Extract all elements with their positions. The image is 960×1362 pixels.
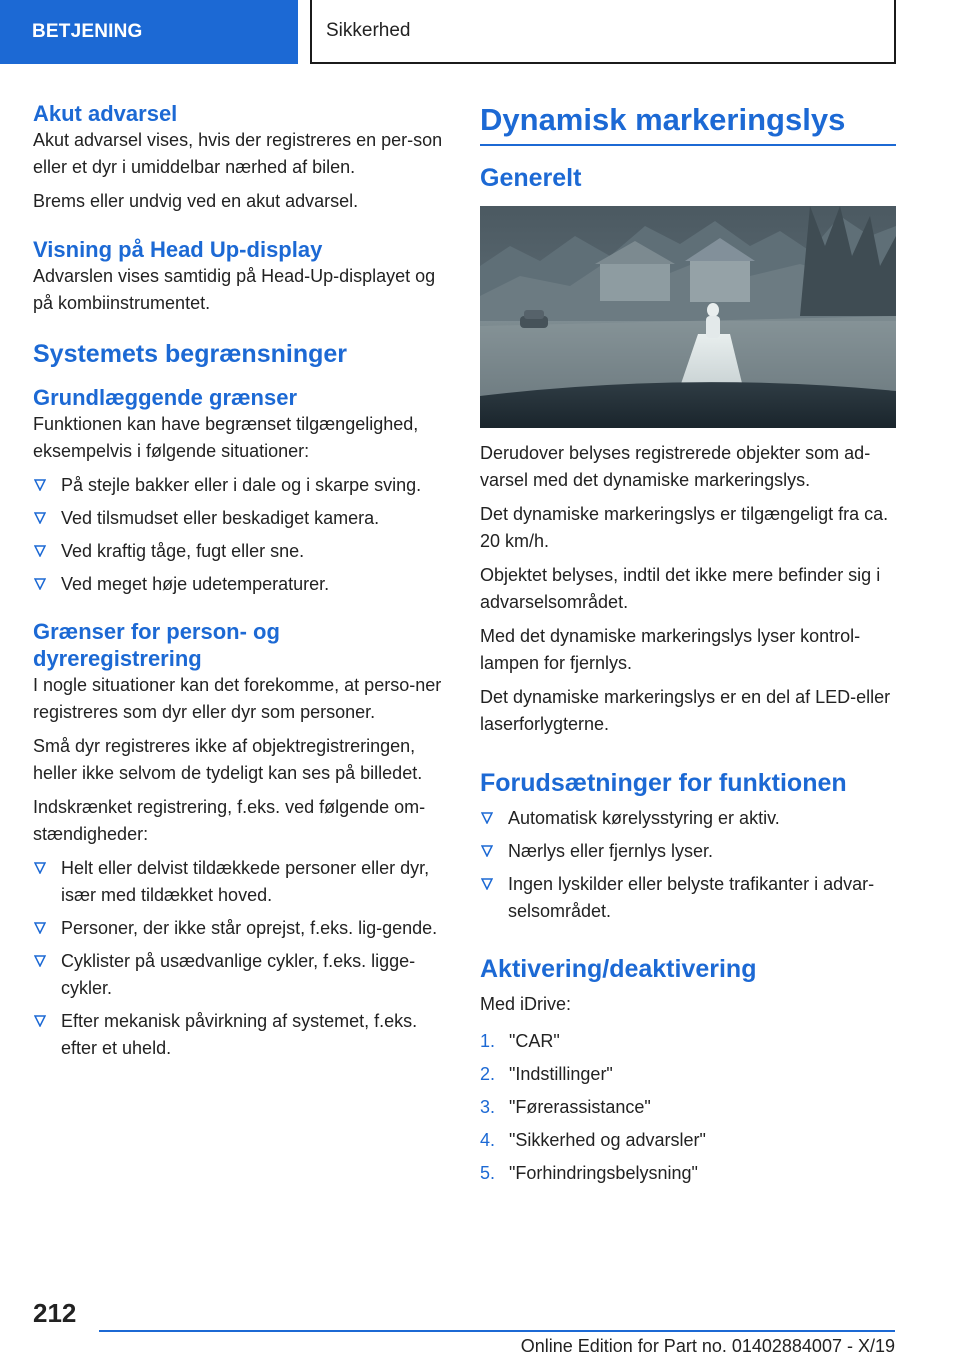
- triangle-bullet-icon: [34, 922, 46, 934]
- list-item: Ingen lyskilder eller belyste trafikanter i advar-selsområdet.: [480, 871, 896, 925]
- hud-paragraph: Advarslen vises samtidig på Head-Up-displayet og på kombiinstrumentet.: [33, 266, 436, 313]
- chapter-title: Sikkerhed: [326, 20, 411, 41]
- basic-limits-list: [33, 472, 448, 598]
- list-item: Cyklister på usædvanlige cykler, f.eks. ligge-cykler.: [33, 948, 448, 1002]
- triangle-bullet-icon: [481, 845, 493, 857]
- right-column: [480, 100, 896, 1193]
- triangle-bullet-icon: [34, 578, 46, 590]
- person-paragraph-2: Små dyr registreres ikke af objektregistreringen, heller ikke selvom de tydeligt kan ses på billedet.: [33, 736, 423, 783]
- prerequisites-list: [480, 805, 896, 925]
- list-item: Efter mekanisk påvirkning af systemet, f.eks. efter et uheld.: [33, 1008, 448, 1062]
- triangle-bullet-icon: [481, 878, 493, 890]
- left-column: [33, 100, 448, 1068]
- triangle-bullet-icon: [34, 955, 46, 967]
- section-tab[interactable]: [0, 0, 298, 64]
- general-paragraph-2: Det dynamiske markeringslys er tilgængeligt fra ca. 20 km/h.: [480, 504, 889, 551]
- list-item: På stejle bakker eller i dale og i skarpe sving.: [33, 472, 448, 499]
- heading-basic-limits: Grundlæggende grænser: [33, 385, 298, 410]
- list-item: 3. "Førerassistance": [480, 1097, 651, 1117]
- list-item: Ved tilsmudset eller beskadiget kamera.: [33, 505, 448, 532]
- list-item: Ved kraftig tåge, fugt eller sne.: [33, 538, 448, 565]
- night-road-image: [480, 206, 896, 428]
- list-item: Automatisk kørelysstyring er aktiv.: [480, 805, 896, 832]
- akut-paragraph-1: Akut advarsel vises, hvis der registreres en per-son eller et dyr i umiddelbar nærhed af bilen.: [33, 130, 443, 177]
- heading-system-limits: Systemets begrænsninger: [33, 340, 347, 368]
- activation-steps: [480, 1028, 896, 1187]
- person-paragraph-1: I nogle situationer kan det forekomme, at perso-ner registreres som dyr eller dyr som personer.: [33, 675, 442, 722]
- title-rule: [480, 144, 896, 146]
- list-item: Ved meget høje udetemperaturer.: [33, 571, 448, 598]
- person-paragraph-3: Indskrænket registrering, f.eks. ved følgende om-stændigheder:: [33, 797, 426, 844]
- page-title: Dynamisk markeringslys: [480, 102, 846, 137]
- list-item: 2. "Indstillinger": [480, 1064, 613, 1084]
- akut-paragraph-2: Brems eller undvig ved en akut advarsel.: [33, 191, 359, 211]
- person-limits-list: [33, 855, 448, 1062]
- triangle-bullet-icon: [34, 512, 46, 524]
- list-item: Helt eller delvist tildækkede personer eller dyr, især med tildækket hoved.: [33, 855, 448, 909]
- heading-head-up-display: Visning på Head Up-display: [33, 237, 323, 262]
- night-road-illustration: [480, 206, 896, 428]
- heading-prerequisites: Forudsætninger for funktionen: [480, 769, 847, 797]
- list-item: 5. "Forhindringsbelysning": [480, 1163, 698, 1183]
- triangle-bullet-icon: [34, 1015, 46, 1027]
- list-item: 1. "CAR": [480, 1031, 560, 1051]
- triangle-bullet-icon: [34, 862, 46, 874]
- general-paragraph-4: Med det dynamiske markeringslys lyser kontrol-lampen for fjernlys.: [480, 626, 861, 673]
- footer-rule: [99, 1330, 895, 1332]
- general-paragraph-5: Det dynamiske markeringslys er en del af LED-eller laserforlygterne.: [480, 687, 891, 734]
- heading-general: Generelt: [480, 164, 582, 192]
- triangle-bullet-icon: [34, 545, 46, 557]
- triangle-bullet-icon: [34, 479, 46, 491]
- list-item: Personer, der ikke står oprejst, f.eks. lig-gende.: [33, 915, 448, 942]
- heading-person-animal-limits: Grænser for person- og dyreregistrering: [33, 619, 280, 671]
- heading-akut-advarsel: Akut advarsel: [33, 101, 178, 126]
- section-title: BETJENING: [32, 21, 143, 42]
- heading-activation: Aktivering/deaktivering: [480, 955, 757, 983]
- page-number: 212: [33, 1298, 77, 1328]
- list-item: 4. "Sikkerhed og advarsler": [480, 1130, 706, 1150]
- general-paragraph-1: Derudover belyses registrerede objekter som ad-varsel med det dynamiske markeringslys.: [480, 443, 871, 490]
- footer-edition: Online Edition for Part no. 01402884007 - X/19: [520, 1336, 895, 1356]
- list-item: Nærlys eller fjernlys lyser.: [480, 838, 896, 865]
- basic-intro: Funktionen kan have begrænset tilgængelighed, eksempelvis i følgende situationer:: [33, 414, 419, 461]
- triangle-bullet-icon: [481, 812, 493, 824]
- general-paragraph-3: Objektet belyses, indtil det ikke mere befinder sig i advarselsområdet.: [480, 565, 881, 612]
- chapter-tab[interactable]: [310, 0, 896, 64]
- activation-intro: Med iDrive:: [480, 994, 572, 1014]
